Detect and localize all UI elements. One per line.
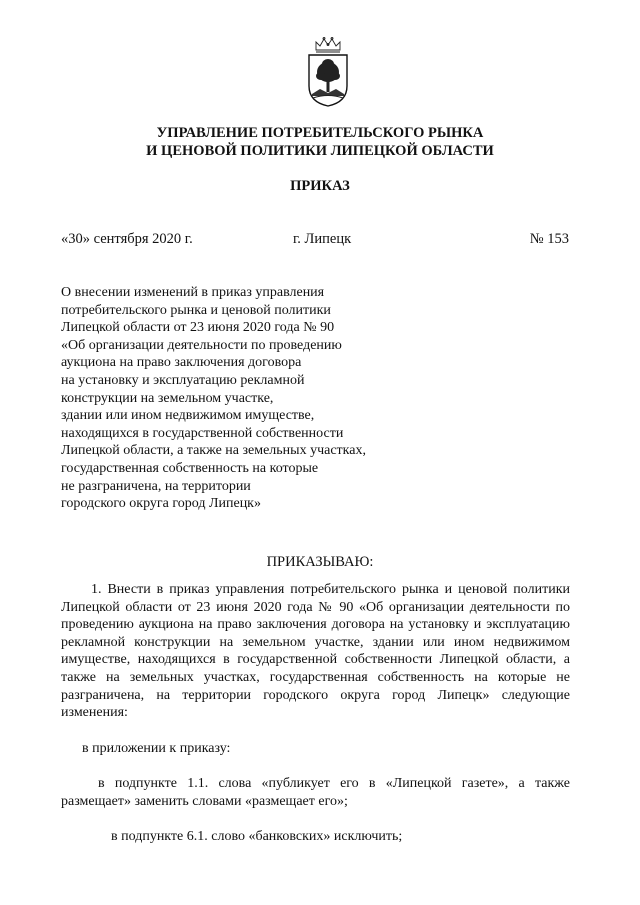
paragraph-1	[61, 581, 570, 722]
subject-line: здании или ином недвижимом имуществе,	[61, 408, 315, 424]
subject-line: не разграничена, на территории	[61, 478, 251, 494]
paragraph-line: в подпункте 1.1. слова «публикует его в «Липецкой газете», а также	[98, 776, 570, 791]
document-meta-row	[61, 231, 569, 249]
paragraph-line: рекламной конструкции на земельном участке, здании или ином недвижимом	[61, 634, 570, 650]
paragraph-line: проведению аукциона на право заключения договора на установку и эксплуатацию	[61, 617, 570, 633]
subject-line: аукциона на право заключения договора	[61, 355, 302, 371]
paragraph-line: Липецкой области от 23 июня 2020 года № 90 «Об организации деятельности по	[61, 599, 570, 615]
decree-heading: ПРИКАЗЫВАЮ:	[266, 554, 374, 570]
subject-line: на установку и эксплуатацию рекламной	[61, 372, 305, 388]
document-number: № 153	[529, 231, 569, 247]
subject-line: «Об организации деятельности по проведению	[61, 337, 342, 353]
organization-title-line-2: И ЦЕНОВОЙ ПОЛИТИКИ ЛИПЕЦКОЙ ОБЛАСТИ	[146, 143, 494, 159]
paragraph-line: разграничена, на территории городского округа город Липецк» следующие	[61, 687, 570, 703]
paragraph-4: в подпункте 6.1. слово «банковских» исключить;	[111, 829, 403, 844]
subject-line: Липецкой области, а также на земельных участках,	[61, 443, 366, 459]
paragraph-line: также на земельных участках, государственная собственность на которые не	[61, 669, 570, 685]
subject-line: О внесении изменений в приказ управления	[61, 285, 325, 300]
document-date: «30» сентября 2020 г.	[61, 231, 193, 247]
paragraph-line: размещает» заменить словами «размещает его»;	[61, 793, 348, 809]
subject-line: государственная собственность на которые	[61, 460, 319, 476]
paragraph-line: 1. Внести в приказ управления потребительского рынка и ценовой политики	[91, 582, 570, 597]
subject-line: потребительского рынка и ценовой политики	[61, 302, 331, 318]
organization-title	[60, 124, 580, 160]
paragraph-line: изменения:	[61, 705, 128, 721]
document-type-heading: ПРИКАЗ	[290, 178, 350, 194]
coat-of-arms-icon	[303, 36, 353, 108]
document-subject	[61, 284, 421, 513]
organization-title-line-1: УПРАВЛЕНИЕ ПОТРЕБИТЕЛЬСКОГО РЫНКА	[156, 125, 484, 141]
paragraph-2: в приложении к приказу:	[82, 741, 231, 756]
paragraph-line: имуществе, находящихся в государственной собственности Липецкой области, а	[61, 652, 570, 668]
subject-line: городского округа город Липецк»	[61, 496, 261, 512]
paragraph-3	[61, 775, 570, 810]
subject-line: Липецкой области от 23 июня 2020 года № 90	[61, 320, 335, 336]
subject-line: находящихся в государственной собственности	[61, 425, 344, 441]
document-city: г. Липецк	[293, 231, 352, 247]
subject-line: конструкции на земельном участке,	[61, 390, 274, 406]
